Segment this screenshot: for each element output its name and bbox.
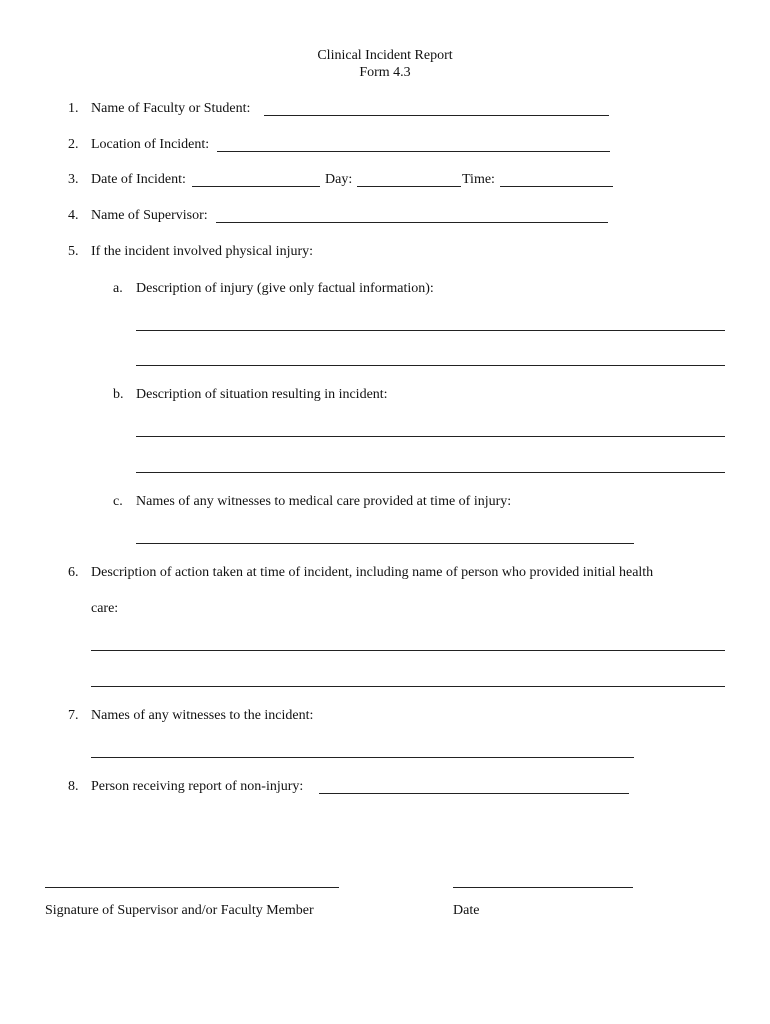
item-4-number: 4. [68, 208, 79, 223]
item-7-label: Names of any witnesses to the incident: [91, 708, 314, 723]
item-8-label: Person receiving report of non-injury: [91, 779, 304, 794]
item-6-label-line-1: Description of action taken at time of incident, including name of person who provided initial health [91, 565, 654, 580]
form-number: Form 4.3 [359, 65, 411, 80]
action-taken-line-2[interactable] [91, 686, 725, 687]
time-label: Time: [462, 172, 495, 187]
injury-description-line-1[interactable] [136, 330, 725, 331]
date-of-incident-label: Date of Incident: [91, 172, 186, 187]
time-field[interactable] [500, 186, 613, 187]
supervisor-signature-field[interactable] [45, 887, 339, 888]
day-label: Day: [325, 172, 353, 187]
supervisor-signature-label: Signature of Supervisor and/or Faculty Member [45, 903, 314, 918]
item-4-label: Name of Supervisor: [91, 208, 208, 223]
incident-location-field[interactable] [217, 151, 610, 152]
item-5a-letter: a. [113, 281, 123, 296]
situation-description-line-1[interactable] [136, 436, 725, 437]
item-5-label: If the incident involved physical injury: [91, 244, 314, 259]
item-5c-label: Names of any witnesses to medical care provided at time of injury: [136, 494, 512, 509]
item-6-label-line-2: care: [91, 601, 119, 616]
situation-description-line-2[interactable] [136, 472, 725, 473]
item-2-label: Location of Incident: [91, 137, 210, 152]
faculty-student-name-field[interactable] [264, 115, 609, 116]
item-5a-label: Description of injury (give only factual information): [136, 281, 434, 296]
item-8-number: 8. [68, 779, 79, 794]
signature-date-field[interactable] [453, 887, 633, 888]
day-field[interactable] [357, 186, 461, 187]
item-3-number: 3. [68, 172, 79, 187]
injury-description-line-2[interactable] [136, 365, 725, 366]
incident-witnesses-field[interactable] [91, 757, 634, 758]
action-taken-line-1[interactable] [91, 650, 725, 651]
non-injury-report-recipient-field[interactable] [319, 793, 629, 794]
date-of-incident-field[interactable] [192, 186, 320, 187]
form-title: Clinical Incident Report [317, 48, 453, 63]
item-5c-letter: c. [113, 494, 123, 509]
medical-care-witnesses-field[interactable] [136, 543, 634, 544]
item-6-number: 6. [68, 565, 79, 580]
item-7-number: 7. [68, 708, 79, 723]
signature-date-label: Date [453, 903, 480, 918]
item-1-label: Name of Faculty or Student: [91, 101, 251, 116]
item-1-number: 1. [68, 101, 79, 116]
supervisor-name-field[interactable] [216, 222, 608, 223]
item-5-number: 5. [68, 244, 79, 259]
item-5b-label: Description of situation resulting in incident: [136, 387, 388, 402]
item-5b-letter: b. [113, 387, 124, 402]
item-2-number: 2. [68, 137, 79, 152]
